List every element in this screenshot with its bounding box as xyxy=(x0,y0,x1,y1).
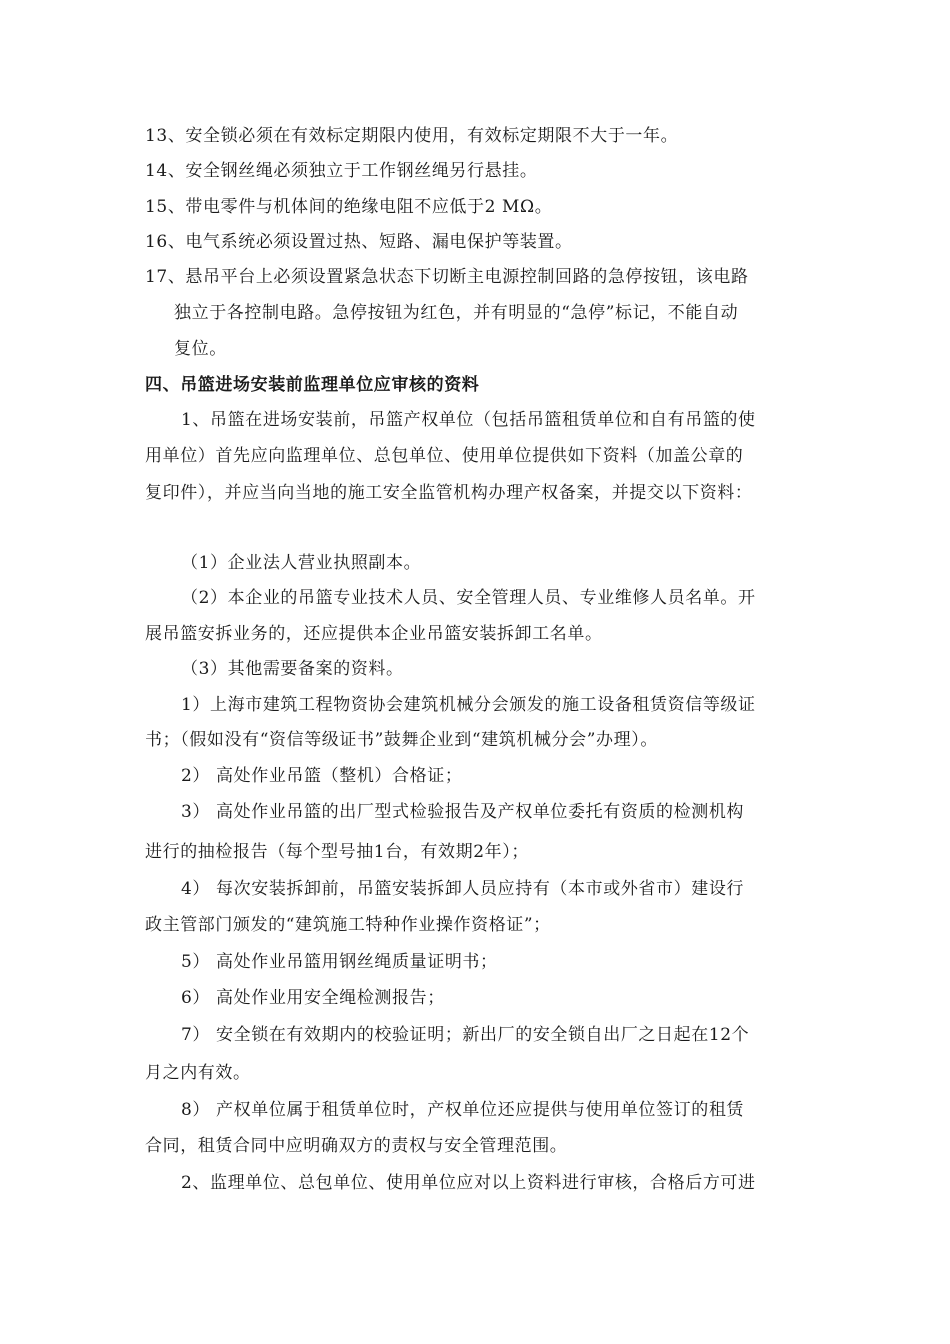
text-line: 月之内有效。 xyxy=(145,1063,251,1083)
text-line: 1）上海市建筑工程物资协会建筑机械分会颁发的施工设备租赁资信等级证 xyxy=(181,695,756,715)
text-line: 6） 高处作业用安全绳检测报告； xyxy=(181,988,445,1008)
section-heading: 四、吊篮进场安装前监理单位应审核的资料 xyxy=(145,375,480,395)
text-line: 用单位）首先应向监理单位、总包单位、使用单位提供如下资料（加盖公章的 xyxy=(145,446,744,466)
text-line: 展吊篮安拆业务的，还应提供本企业吊篮安装拆卸工名单。 xyxy=(145,624,603,644)
text-line: 5） 高处作业吊篮用钢丝绳质量证明书； xyxy=(181,952,498,972)
text-line: 书；（假如没有“资信等级证书”鼓舞企业到“建筑机械分会”办理）。 xyxy=(145,730,658,750)
text-line: 13、安全锁必须在有效标定期限内使用，有效标定期限不大于一年。 xyxy=(145,126,679,146)
text-line: 2、监理单位、总包单位、使用单位应对以上资料进行审核，合格后方可进 xyxy=(181,1173,756,1193)
text-line: （3）其他需要备案的资料。 xyxy=(181,659,404,679)
text-line: 14、安全钢丝绳必须独立于工作钢丝绳另行悬挂。 xyxy=(145,161,538,181)
text-line: 1、吊篮在进场安装前，吊篮产权单位（包括吊篮租赁单位和自有吊篮的使 xyxy=(181,410,756,430)
text-line: 复位。 xyxy=(174,339,227,359)
text-line: 4） 每次安装拆卸前，吊篮安装拆卸人员应持有（本市或外省市）建设行 xyxy=(181,879,745,899)
text-line: （2）本企业的吊篮专业技术人员、安全管理人员、专业维修人员名单。开 xyxy=(181,588,756,608)
text-line: 合同，租赁合同中应明确双方的责权与安全管理范围。 xyxy=(145,1136,568,1156)
text-line: 独立于各控制电路。急停按钮为红色，并有明显的“急停”标记，不能自动 xyxy=(174,303,739,323)
text-line: 16、电气系统必须设置过热、短路、漏电保护等装置。 xyxy=(145,232,573,252)
text-line: 2） 高处作业吊篮（整机）合格证； xyxy=(181,766,463,786)
text-line: 复印件），并应当向当地的施工安全监管机构办理产权备案，并提交以下资料： xyxy=(145,483,753,503)
text-line: 8） 产权单位属于租赁单位时，产权单位还应提供与使用单位签订的租赁 xyxy=(181,1100,745,1120)
text-line: 17、悬吊平台上必须设置紧急状态下切断主电源控制回路的急停按钮，该电路 xyxy=(145,267,749,287)
text-line: 3） 高处作业吊篮的出厂型式检验报告及产权单位委托有资质的检测机构 xyxy=(181,802,745,822)
text-line: 政主管部门颁发的“建筑施工特种作业操作资格证”； xyxy=(145,915,551,935)
text-line: 进行的抽检报告（每个型号抽1台，有效期2年）； xyxy=(145,842,529,862)
text-line: 15、带电零件与机体间的绝缘电阻不应低于2 MΩ。 xyxy=(145,197,553,217)
text-line: （1）企业法人营业执照副本。 xyxy=(181,553,422,573)
text-line: 7） 安全锁在有效期内的校验证明；新出厂的安全锁自出厂之日起在12个 xyxy=(181,1025,750,1045)
